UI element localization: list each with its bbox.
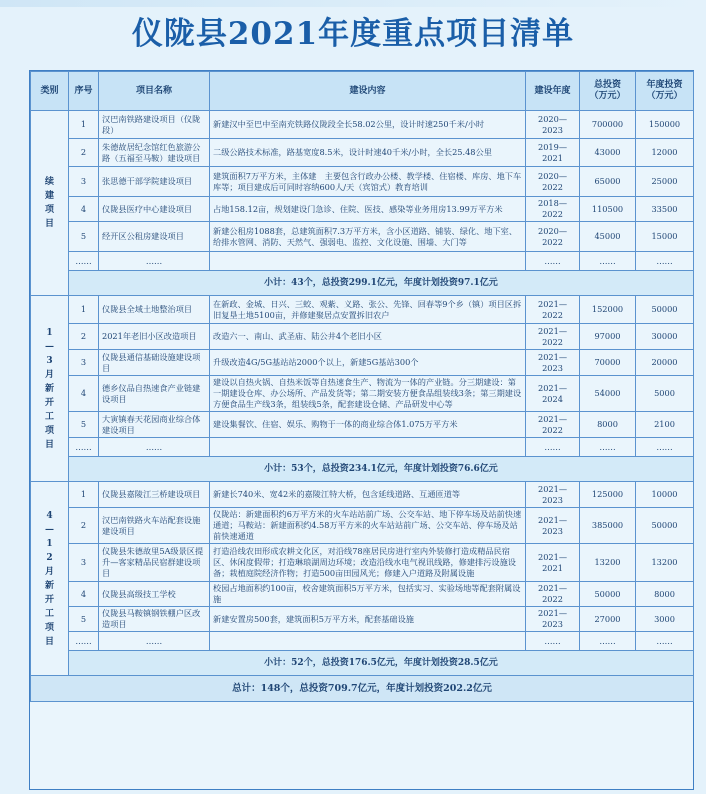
table-row <box>31 508 694 544</box>
project-total-investment: 125000 <box>580 482 636 508</box>
category-label: 4—12月新开工项目 <box>44 510 54 647</box>
category-cell <box>31 111 69 296</box>
project-content: 新建安置房500套，建筑面积5万平方米，配套基础设施 <box>210 607 526 632</box>
project-annual-investment: 33500 <box>636 197 694 222</box>
project-name: 仪陇县朱德故里5A级景区提升—客家精品民宿群建设项目 <box>99 544 210 582</box>
project-annual-investment: 150000 <box>636 111 694 139</box>
project-content <box>210 632 526 651</box>
table-row <box>31 197 694 222</box>
subtotal-cell: 小计：52个，总投资176.5亿元，年度计划投资28.5亿元 <box>69 651 694 676</box>
header-period: 建设年度 <box>526 72 580 111</box>
project-annual-investment: 50000 <box>636 508 694 544</box>
row-number: 1 <box>69 296 99 324</box>
header-name: 项目名称 <box>99 72 210 111</box>
project-content: 仪陇站：新建面积约6万平方米的火车站站前广场、公交车站、地下停车场及站前快速通道；马鞍站：新建面积约4.58万平方米的火车站站前广场、公交车站、停车场及站前快速通道 <box>210 508 526 544</box>
project-name: 仪陇县马鞍镇钢铁棚户区改造项目 <box>99 607 210 632</box>
project-content: 占地158.12亩，规划建设门急诊、住院、医技、感染等业务用房13.99万平方米 <box>210 197 526 222</box>
row-number: 4 <box>69 197 99 222</box>
project-name: 朱德故居纪念馆红色旅游公路（五福至马鞍）建设项目 <box>99 139 210 167</box>
row-number: 2 <box>69 508 99 544</box>
project-period: 2020—2022 <box>526 167 580 197</box>
project-name: 张思德干部学院建设项目 <box>99 167 210 197</box>
table-row <box>31 296 694 324</box>
project-period: 2021—2024 <box>526 376 580 412</box>
row-number: 2 <box>69 324 99 350</box>
project-name: 德乡仪品自热速食产业链建设项目 <box>99 376 210 412</box>
project-content: 建设以自热火锅、自热米饭等自热速食生产、物流为一体的产业链。分三期建设：第一期建设仓库、办公场所、产品发货等；第二期安装方便食品组装线3条；第三期建设方便食品生产线3条，组装线5条，配套建设仓储、产品研发中心等 <box>210 376 526 412</box>
project-period: 2021—2022 <box>526 412 580 438</box>
project-period: 2019—2021 <box>526 139 580 167</box>
project-name: …… <box>99 252 210 271</box>
project-annual-investment: …… <box>636 438 694 457</box>
row-number: 3 <box>69 350 99 376</box>
project-name: 仪陇县全域土地整治项目 <box>99 296 210 324</box>
row-number: 2 <box>69 139 99 167</box>
project-total-investment: 13200 <box>580 544 636 582</box>
ellipsis-row <box>31 438 694 457</box>
project-content: 新建公租房1088套，总建筑面积7.3万平方米，含小区道路、铺装、绿化、地下室、给排水管网、消防、天然气、强弱电、监控、文化设施、围墙、大门等 <box>210 222 526 252</box>
page-title: 仪陇县2021年度重点项目清单 <box>131 16 575 52</box>
project-name: 仪陇县医疗中心建设项目 <box>99 197 210 222</box>
project-annual-investment: 8000 <box>636 582 694 607</box>
top-strip <box>0 0 706 7</box>
project-total-investment: 152000 <box>580 296 636 324</box>
project-period: 2021—2023 <box>526 350 580 376</box>
project-period: …… <box>526 252 580 271</box>
subtotal-row <box>31 457 694 482</box>
row-number: 3 <box>69 544 99 582</box>
category-cell <box>31 296 69 482</box>
project-annual-investment: 20000 <box>636 350 694 376</box>
table-row <box>31 482 694 508</box>
project-total-investment: …… <box>580 438 636 457</box>
project-annual-investment: 50000 <box>636 296 694 324</box>
table-row <box>31 167 694 197</box>
category-label: 续建项目 <box>44 177 54 229</box>
project-name: 仪陇县高级技工学校 <box>99 582 210 607</box>
table-header-row <box>31 72 694 111</box>
table-body <box>31 111 694 702</box>
header-annual: 年度投资 （万元） <box>636 72 694 111</box>
project-annual-investment: 15000 <box>636 222 694 252</box>
grand-total-row <box>31 676 694 702</box>
row-number: 1 <box>69 111 99 139</box>
project-total-investment: 97000 <box>580 324 636 350</box>
project-annual-investment: 25000 <box>636 167 694 197</box>
project-period: …… <box>526 632 580 651</box>
project-name: 汉巴南铁路建设项目（仪陇段） <box>99 111 210 139</box>
project-period: 2021—2023 <box>526 482 580 508</box>
project-content: 校园占地面积约100亩，校舍建筑面积5万平方米，包括实习、实验场地等配套附属设施 <box>210 582 526 607</box>
header-total: 总投资 （万元） <box>580 72 636 111</box>
table-row <box>31 376 694 412</box>
project-period: 2021—2022 <box>526 324 580 350</box>
table-row <box>31 111 694 139</box>
subtotal-row <box>31 651 694 676</box>
project-content: 新建长740米、宽42米的嘉陵江特大桥，包含延线道路、互通匝道等 <box>210 482 526 508</box>
project-content: 升级改造4G/5G基站站2000个以上，新建5G基站300个 <box>210 350 526 376</box>
grand-total-cell: 总计：148个，总投资709.7亿元，年度计划投资202.2亿元 <box>31 676 694 702</box>
project-period: …… <box>526 438 580 457</box>
project-period: 2018—2022 <box>526 197 580 222</box>
table-row <box>31 139 694 167</box>
subtotal-row <box>31 271 694 296</box>
project-period: 2021—2023 <box>526 508 580 544</box>
row-number: 3 <box>69 167 99 197</box>
table-row <box>31 350 694 376</box>
project-period: 2021—2022 <box>526 582 580 607</box>
project-annual-investment: 10000 <box>636 482 694 508</box>
row-number: 5 <box>69 412 99 438</box>
table-row <box>31 607 694 632</box>
project-period: 2021—2021 <box>526 544 580 582</box>
project-total-investment: 700000 <box>580 111 636 139</box>
category-cell <box>31 482 69 676</box>
project-total-investment: 110500 <box>580 197 636 222</box>
project-name: …… <box>99 632 210 651</box>
project-content: 建设集餐饮、住宿、娱乐、购物于一体的商业综合体1.075万平方米 <box>210 412 526 438</box>
project-total-investment: …… <box>580 632 636 651</box>
project-name: 仪陇县嘉陵江三桥建设项目 <box>99 482 210 508</box>
table-row <box>31 412 694 438</box>
project-annual-investment: 12000 <box>636 139 694 167</box>
ellipsis-row <box>31 632 694 651</box>
project-annual-investment: 30000 <box>636 324 694 350</box>
project-period: 2021—2022 <box>526 296 580 324</box>
row-number: 4 <box>69 582 99 607</box>
project-period: 2020—2023 <box>526 111 580 139</box>
project-name: 汉巴南铁路火车站配套设施建设项目 <box>99 508 210 544</box>
project-period: 2021—2023 <box>526 607 580 632</box>
project-total-investment: 70000 <box>580 350 636 376</box>
project-total-investment: 385000 <box>580 508 636 544</box>
header-no: 序号 <box>69 72 99 111</box>
table-row <box>31 582 694 607</box>
project-content: 打造沿线农田形成农耕文化区，对沿线78座居民房进行室内外装修打造成精品民宿区、休闲度假带；打造琳琅湖周边环境；改造沿线水电气视讯线路，修建排污设施设备；栽植庭院经济作物；打造500亩田园风光；修建入户道路及附属设施 <box>210 544 526 582</box>
table-row <box>31 544 694 582</box>
project-content <box>210 438 526 457</box>
project-content: 二级公路技术标准，路基宽度8.5米，设计时速40千米/小时，全长25.48公里 <box>210 139 526 167</box>
project-name: 经开区公租房建设项目 <box>99 222 210 252</box>
project-content: 新建汉中至巴中至南充铁路仪陇段全长58.02公里，设计时速250千米/小时 <box>210 111 526 139</box>
project-annual-investment: …… <box>636 252 694 271</box>
project-annual-investment: 13200 <box>636 544 694 582</box>
header-content: 建设内容 <box>210 72 526 111</box>
project-total-investment: 43000 <box>580 139 636 167</box>
row-number: …… <box>69 252 99 271</box>
row-number: …… <box>69 632 99 651</box>
project-total-investment: …… <box>580 252 636 271</box>
project-annual-investment: 5000 <box>636 376 694 412</box>
row-number: 5 <box>69 607 99 632</box>
row-number: …… <box>69 438 99 457</box>
project-name: …… <box>99 438 210 457</box>
header-category: 类别 <box>31 72 69 111</box>
project-table <box>30 71 694 702</box>
project-content <box>210 252 526 271</box>
subtotal-cell: 小计：43个，总投资299.1亿元，年度计划投资97.1亿元 <box>69 271 694 296</box>
project-name: 大寅镇春天花园商业综合体建设项目 <box>99 412 210 438</box>
row-number: 4 <box>69 376 99 412</box>
project-total-investment: 27000 <box>580 607 636 632</box>
project-content: 改造六一、南山、武圣庙、陆公井4个老旧小区 <box>210 324 526 350</box>
project-total-investment: 45000 <box>580 222 636 252</box>
project-annual-investment: 2100 <box>636 412 694 438</box>
project-total-investment: 8000 <box>580 412 636 438</box>
category-label: 1—3月新开工项目 <box>44 327 54 450</box>
project-period: 2020—2022 <box>526 222 580 252</box>
row-number: 1 <box>69 482 99 508</box>
project-content: 建筑面积7万平方米，主体建 主要包含行政办公楼、教学楼、住宿楼、库房、地下车库等；项目建成后可同时容纳600人/天（宾馆式）教育培训 <box>210 167 526 197</box>
project-total-investment: 54000 <box>580 376 636 412</box>
subtotal-cell: 小计：53个，总投资234.1亿元，年度计划投资76.6亿元 <box>69 457 694 482</box>
project-annual-investment: …… <box>636 632 694 651</box>
project-content: 在新政、金城、日兴、三蛟、观紫、义路、张公、先锋、回春等9个乡（镇）项目区拆旧复垦土地5100亩，并修建聚居点安置拆旧农户 <box>210 296 526 324</box>
table-row <box>31 324 694 350</box>
ellipsis-row <box>31 252 694 271</box>
project-total-investment: 50000 <box>580 582 636 607</box>
project-table-container <box>29 70 694 790</box>
row-number: 5 <box>69 222 99 252</box>
project-name: 仪陇县通信基础设施建设项目 <box>99 350 210 376</box>
project-total-investment: 65000 <box>580 167 636 197</box>
project-annual-investment: 3000 <box>636 607 694 632</box>
project-name: 2021年老旧小区改造项目 <box>99 324 210 350</box>
table-row <box>31 222 694 252</box>
